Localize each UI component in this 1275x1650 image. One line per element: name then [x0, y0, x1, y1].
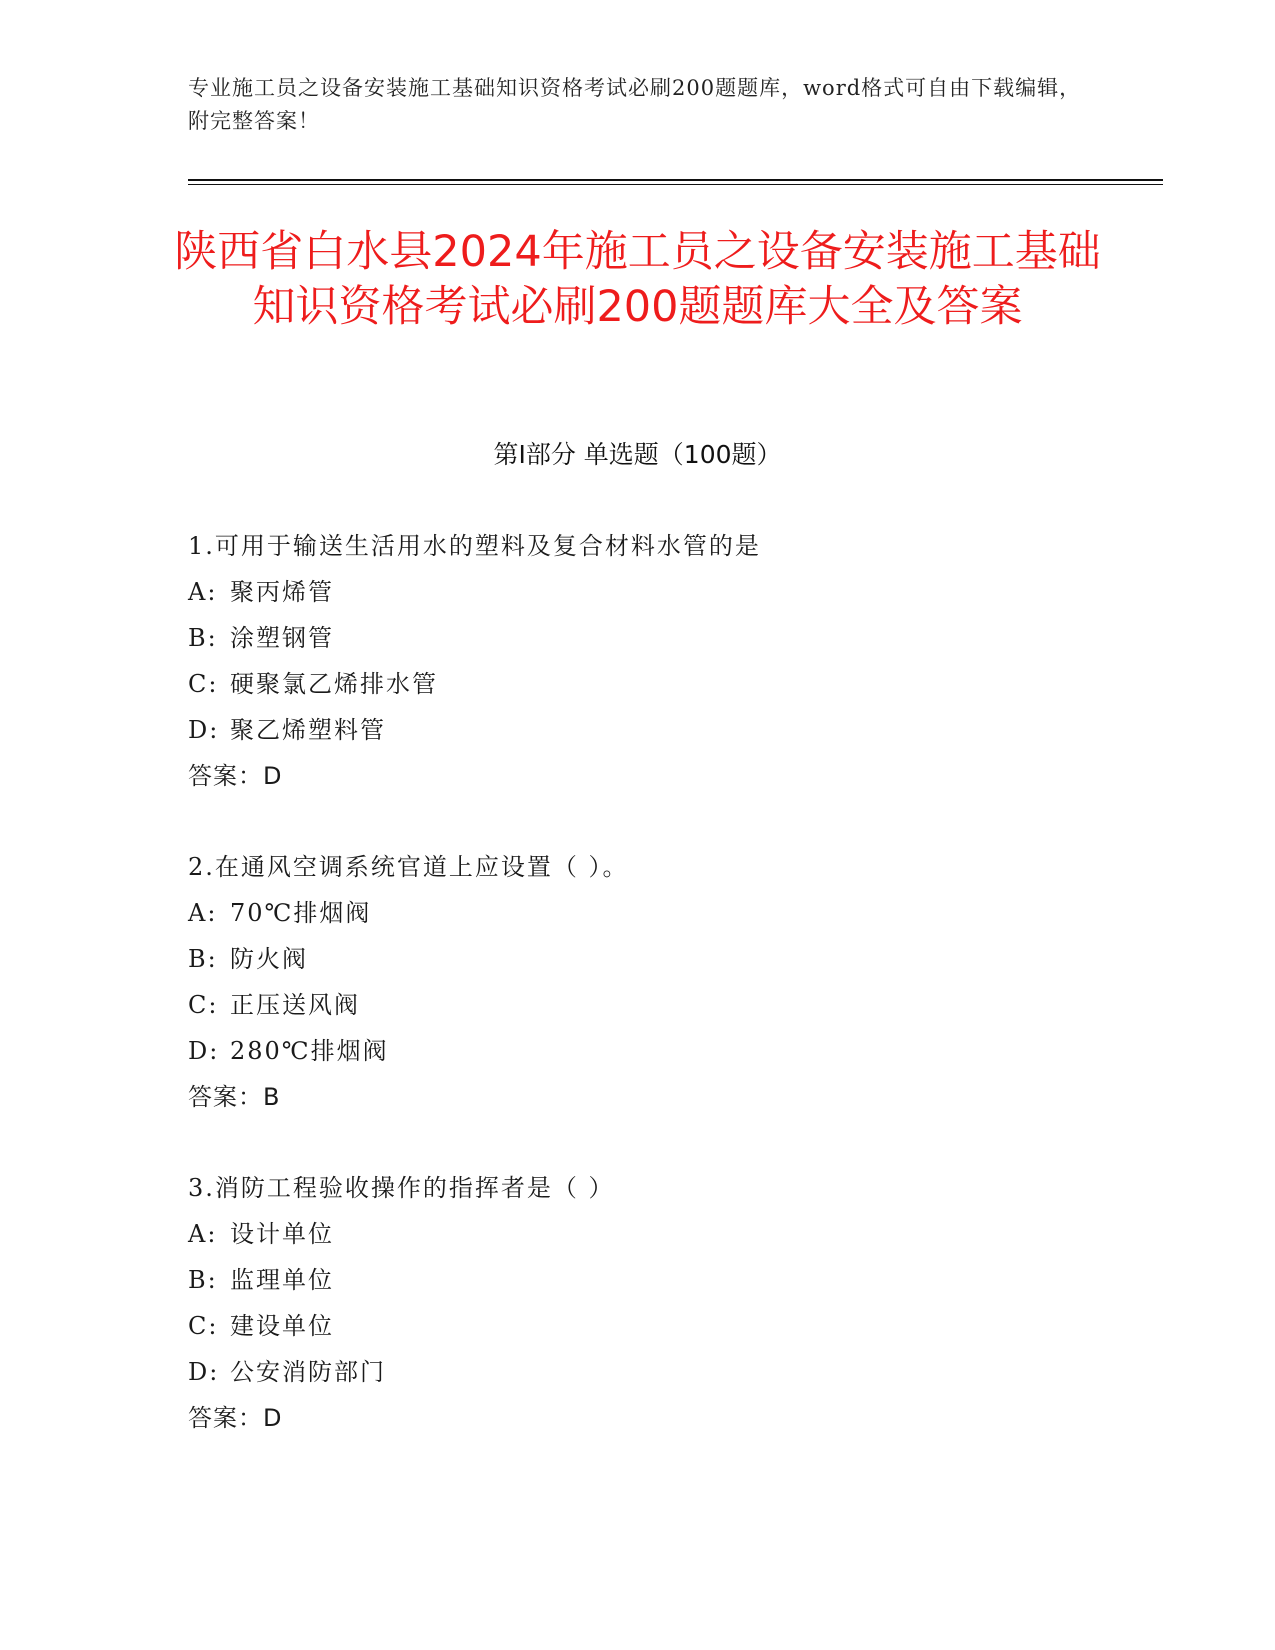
option-text: 280℃排烟阀	[230, 1037, 389, 1065]
option-b	[188, 943, 1148, 989]
option-text: 建设单位	[230, 1312, 334, 1340]
option-c	[188, 668, 1148, 714]
option-key: A:	[188, 899, 218, 927]
option-text: 公安消防部门	[230, 1358, 386, 1386]
header-note: 专业施工员之设备安装施工基础知识资格考试必刷200题题库，word格式可自由下载编辑，附完整答案！	[188, 76, 1082, 133]
header-rule-thin	[188, 184, 1163, 185]
option-text: 70℃排烟阀	[230, 899, 372, 927]
option-text: 防火阀	[230, 945, 308, 973]
option-key: D:	[188, 1037, 220, 1065]
option-text: 聚丙烯管	[230, 578, 334, 606]
option-a	[188, 897, 1148, 943]
option-text: 硬聚氯乙烯排水管	[230, 670, 438, 698]
option-a	[188, 576, 1148, 622]
answer: 答案：B	[188, 1083, 281, 1111]
option-c	[188, 989, 1148, 1035]
option-text: 监理单位	[230, 1266, 334, 1294]
question-item	[188, 530, 1148, 806]
option-d	[188, 1356, 1148, 1402]
answer: 答案：D	[188, 1404, 283, 1432]
option-a	[188, 1218, 1148, 1264]
option-b	[188, 622, 1148, 668]
option-key: D:	[188, 1358, 220, 1386]
question-stem: 3.消防工程验收操作的指挥者是（ ）	[188, 1174, 615, 1202]
document-title: 陕西省白水县2024年施工员之设备安装施工基础知识资格考试必刷200题题库大全及答案	[174, 227, 1101, 332]
option-b	[188, 1264, 1148, 1310]
option-key: C:	[188, 670, 219, 698]
option-key: B:	[188, 945, 218, 973]
option-key: D:	[188, 716, 220, 744]
option-d	[188, 714, 1148, 760]
option-key: C:	[188, 991, 219, 1019]
answer: 答案：D	[188, 762, 283, 790]
question-list	[188, 530, 1148, 1493]
question-stem: 2.在通风空调系统官道上应设置（ ）。	[188, 853, 629, 881]
option-d	[188, 1035, 1148, 1081]
option-key: C:	[188, 1312, 219, 1340]
option-text: 涂塑钢管	[230, 624, 334, 652]
option-key: A:	[188, 578, 218, 606]
option-text: 设计单位	[230, 1220, 334, 1248]
option-key: A:	[188, 1220, 218, 1248]
question-item	[188, 851, 1148, 1127]
option-key: B:	[188, 624, 218, 652]
option-text: 聚乙烯塑料管	[230, 716, 386, 744]
option-key: B:	[188, 1266, 218, 1294]
section-title: 第I部分 单选题（100题）	[493, 440, 782, 469]
option-text: 正压送风阀	[230, 991, 360, 1019]
header-rule-thick	[188, 179, 1163, 181]
question-stem: 1.可用于输送生活用水的塑料及复合材料水管的是	[188, 532, 761, 560]
question-item	[188, 1172, 1148, 1448]
option-c	[188, 1310, 1148, 1356]
